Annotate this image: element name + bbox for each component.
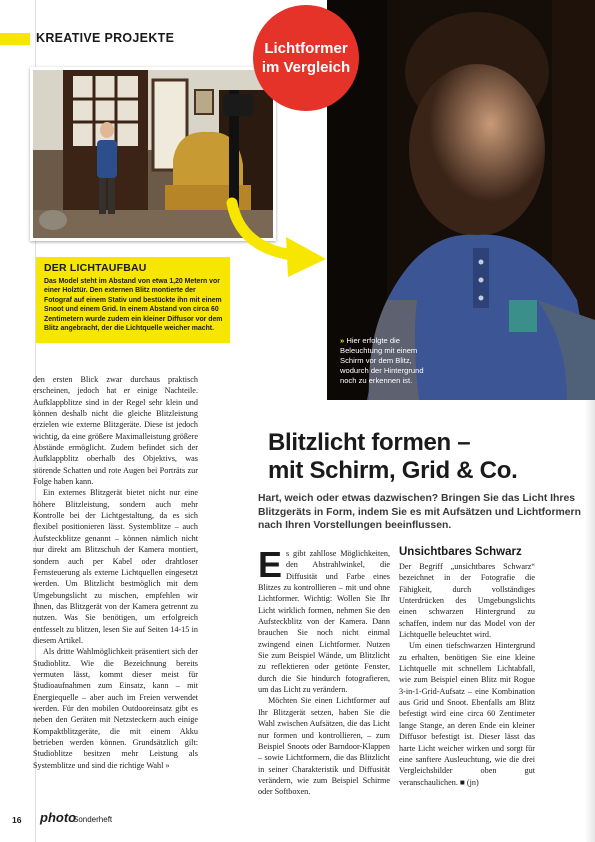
section-label: KREATIVE PROJEKTE [36,31,175,45]
lichtaufbau-title: DER LICHTAUFBAU [44,262,147,274]
right-paragraph: Der Begriff „unsichtbares Schwarz“ bezeichnet in der Fotografie die Fähigkeit, durch vollständiges Unterdrücken des Umgebungslichts einen schwarzen Hintergrund zu schaffen, indem nur das Model von der Lichtquelle beleuchtet wird. [399,562,535,640]
lichtaufbau-box [36,257,230,343]
caption-text: Hier erfolgte die Beleuchtung mit einem Schirm vor dem Blitz, wodurch der Hintergrund noch zu erkennen ist. [340,336,424,385]
yellow-arrow-icon [222,195,332,285]
left-paragraph: Ein externes Blitzgerät bietet nicht nur eine höhere Blitzleistung, sondern auch mehr Kontrolle bei der Lichtgestaltung, da es sich flexibel positionieren lässt. Systemblitze – auch Aufsteckblitze genannt – können nämlich nicht nur direkt am Blitzschuh der Kamera montiert, sondern auch per Kabel oder drahtloser Fernsteuerung als externe Lichtquellen eingesetzt werden. Um Blitzlicht bestmöglich mit dem Umgebungslicht zu mischen, empfehlen wir Ihnen, das Blitzgerät von der Kamera getrennt zu nutzen. Was Sie benötigen, um erfolgreich entfesselt zu blitzen, lesen Sie auf Seiten 14-15 in diesem Artikel. [33,488,198,645]
badge-line-1: Lichtformer [264,40,348,57]
middle-column-text [258,544,390,798]
headline-line-2: mit Schirm, Grid & Co. [268,457,518,484]
mid-paragraph-text: s gibt zahllose Möglichkeiten, den Abstrahlwinkel, die Diffusität und Farbe eines Blitzes zu kontrollieren – mit und ohne Lichtformer. Wichtig: Wollen Sie Ihr Licht wirklich formen, nehmen Sie den Aufsteckblitz von der Kamera. Dann brauchen Sie noch nicht einmal zwingend einen Lichtformer. Nutzen Sie zum Beispiel Wände, um Blitzlicht zu reflektieren oder getönte Fenster, durch die Sie hindurch fotografieren, um das Licht zu verändern. [258,549,390,695]
footer-label: Sonderheft [73,815,113,824]
article-headline [268,429,588,485]
right-column-heading: Unsichtbares Schwarz [399,546,522,558]
magazine-logo: photo [40,810,77,825]
article-subhead: Hart, weich oder etwas dazwischen? Bringen Sie das Licht Ihres Blitzgeräts in Form, indem Sie es mit Aufsätzen und Lichtformern nach Ihren Vorstellungen beeinflussen. [258,493,581,531]
left-paragraph: den ersten Blick zwar durchaus praktisch erscheinen, jedoch hat er einige Nachteile. Aufklappblitze sind in der Regel sehr klein und können deshalb nicht die gleiche Blitzleistung erzielen wie externe Blitzgeräte. Diese ist jedoch wichtig, da eine größere Maximalleistung größere Abstände ermöglicht. Zudem befindet sich der Aufklappblitz oberhalb des Objektivs, was störende Schatten und rote Augen bei Porträts zur Folge haben kann. [33,375,198,487]
left-column-text [33,374,198,771]
lichtaufbau-text: Das Model steht im Abstand von etwa 1,20 Metern vor einer Holztür. Den externen Blitz montierte der Fotograf auf einem Stativ und bestückte ihn mit einem Snoot und einem Grid. In einem Abstand von circa 60 Zentimetern wurde zudem ein kleiner Diffusor vor dem Blitz angebracht, der die Lichtquelle weicher macht. [44,278,223,333]
left-paragraph: Als dritte Wahlmöglichkeit präsentiert sich der Studioblitz. Wie die Bezeichnung bereits vermuten lässt, kommt dieser meist für Studioaufnahmen zum Einsatz, kann – mit Energiequelle – aber auch im Freien verwendet werden. Für den mobilen Outdooreinsatz gibt es neben den Geräten mit Netzsteckern auch einige Kompaktblitzgeräte, die mit einem Akku betrieben werden können. Grundsätzlich gilt: Studioblitze besitzen mehr Leistung als Systemblitze und sind die richtige Wahl » [33,647,198,770]
drop-cap: E [258,544,283,585]
page-number: 16 [12,815,22,825]
mid-paragraph [258,544,390,695]
right-column-text [399,561,535,788]
headline-line-1: Blitzlicht formen – [268,429,471,456]
photo-caption [340,336,440,386]
right-paragraph: Um einen tiefschwarzen Hintergrund zu erhalten, benötigen Sie eine kleine Lichtquelle mit schnellem Lichtabfall, wie zum Beispiel einen Blitz mit Rogue 3-in-1-Grid-Aufsatz – eine Kombination aus Grid und Snoot. Ebenfalls am Blitz befestigt wird eine circa 60 Zentimeter lange Stange, an deren Ende ein kleiner Diffusor befestigt ist. Dieser lässt das harte Licht weicher wirken und sorgt für eine sanftere Ausleuchtung, wie die drei Vergleichsbilder oben gut veranschaulichen. ■ (jn) [399,641,535,787]
mid-paragraph: Möchten Sie einen Lichtformer auf Ihr Blitzgerät setzen, haben Sie die Wahl zwischen Aufsätzen, die das Licht nur formen und kontrollieren, – zum Beispiel Snoots oder Barndoor-Klappen – sowie Lichtformern, die das Blitzlicht in seiner Charakteristik und Diffusität verändern, wie zum Beispiel Schirme oder Softboxen. [258,696,390,797]
caption-marker: » [340,336,345,345]
section-marker-bar [0,33,30,45]
comparison-badge [253,5,359,111]
badge-line-2: im Vergleich [261,59,351,76]
page-footer [0,810,200,830]
